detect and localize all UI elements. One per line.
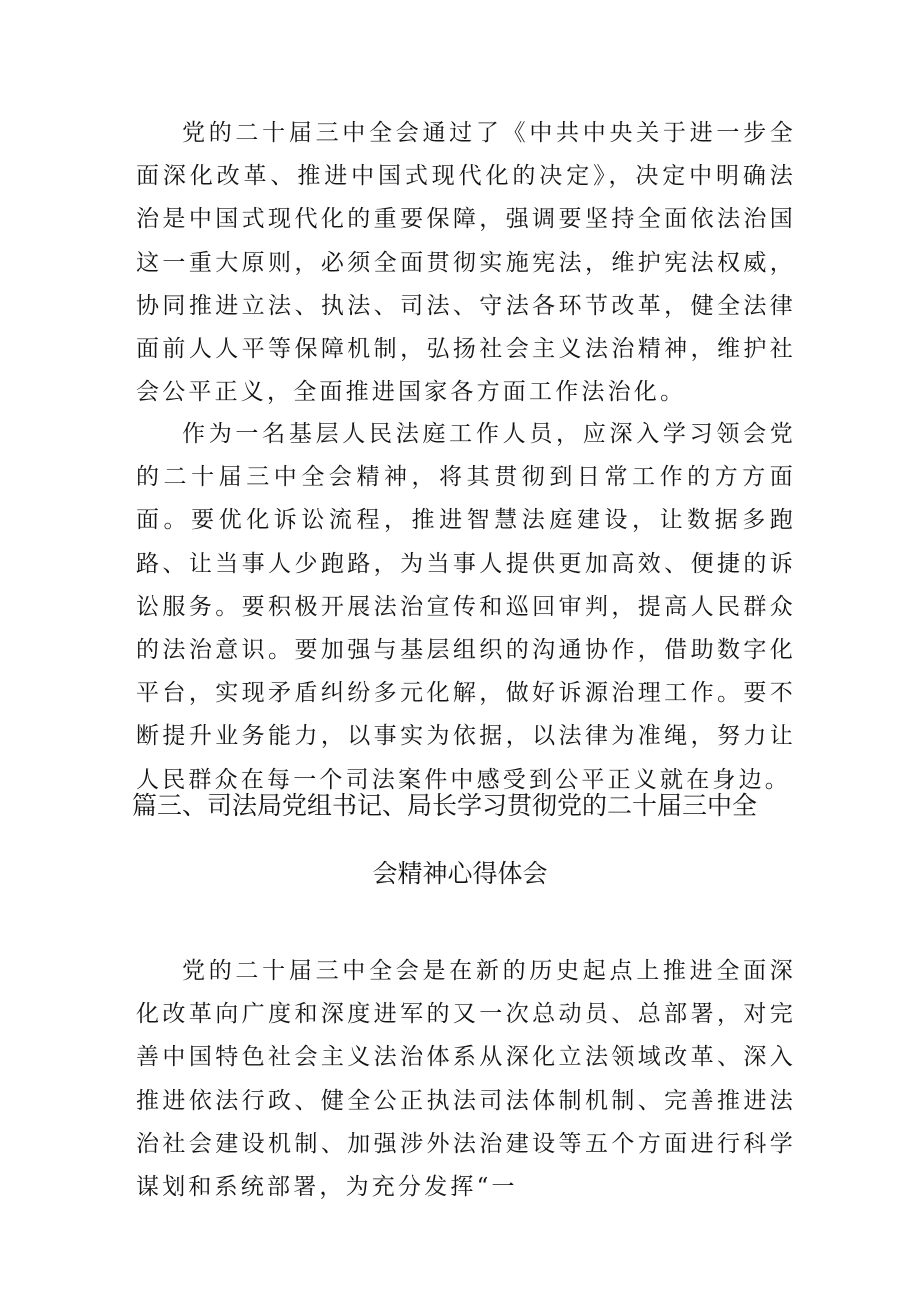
section-heading-line-2: 会精神心得体会 <box>372 859 548 888</box>
body-paragraph-1: 党的二十届三中全会通过了《中共中央关于进一步全面深化改革、推进中国式现代化的决定》，决定中明确法治是中国式现代化的重要保障，强调要坚持全面依法治国这一重大原则，必须全面贯彻实施宪法，维护宪法权威，协同推进立法、执法、司法、守法各环节改革，健全法律面前人人平等保障机制，弘扬社会主义法治精神，维护社会公平正义，全面推进国家各方面工作法治化。 <box>136 120 796 406</box>
body-paragraph-2: 作为一名基层人民法庭工作人员，应深入学习领会党的二十届三中全会精神，将其贯彻到日常工作的方方面面。要优化诉讼流程，推进智慧法庭建设，让数据多跑路、让当事人少跑路，为当事人提供更加高效、便捷的诉讼服务。要积极开展法治宣传和巡回审判，提高人民群众的法治意识。要加强与基层组织的沟通协作，借助数字化平台，实现矛盾纠纷多元化解，做好诉源治理工作。要不断提升业务能力，以事实为依据，以法律为准绳，努力让人民群众在每一个司法案件中感受到公平正义就在身边。 <box>136 421 796 793</box>
body-paragraph-3: 党的二十届三中全会是在新的历史起点上推进全面深化改革向广度和深度进军的又一次总动员、总部署，对完善中国特色社会主义法治体系从深化立法领域改革、深入推进依法行政、健全公正执法司法体制机制、完善推进法治社会建设机制、加强涉外法治建设等五个方面进行科学谋划和系统部署，为充分发挥“一 <box>136 958 796 1201</box>
section-heading-line-1: 篇三、司法局党组书记、局长学习贯彻党的二十届三中全 <box>132 791 758 820</box>
